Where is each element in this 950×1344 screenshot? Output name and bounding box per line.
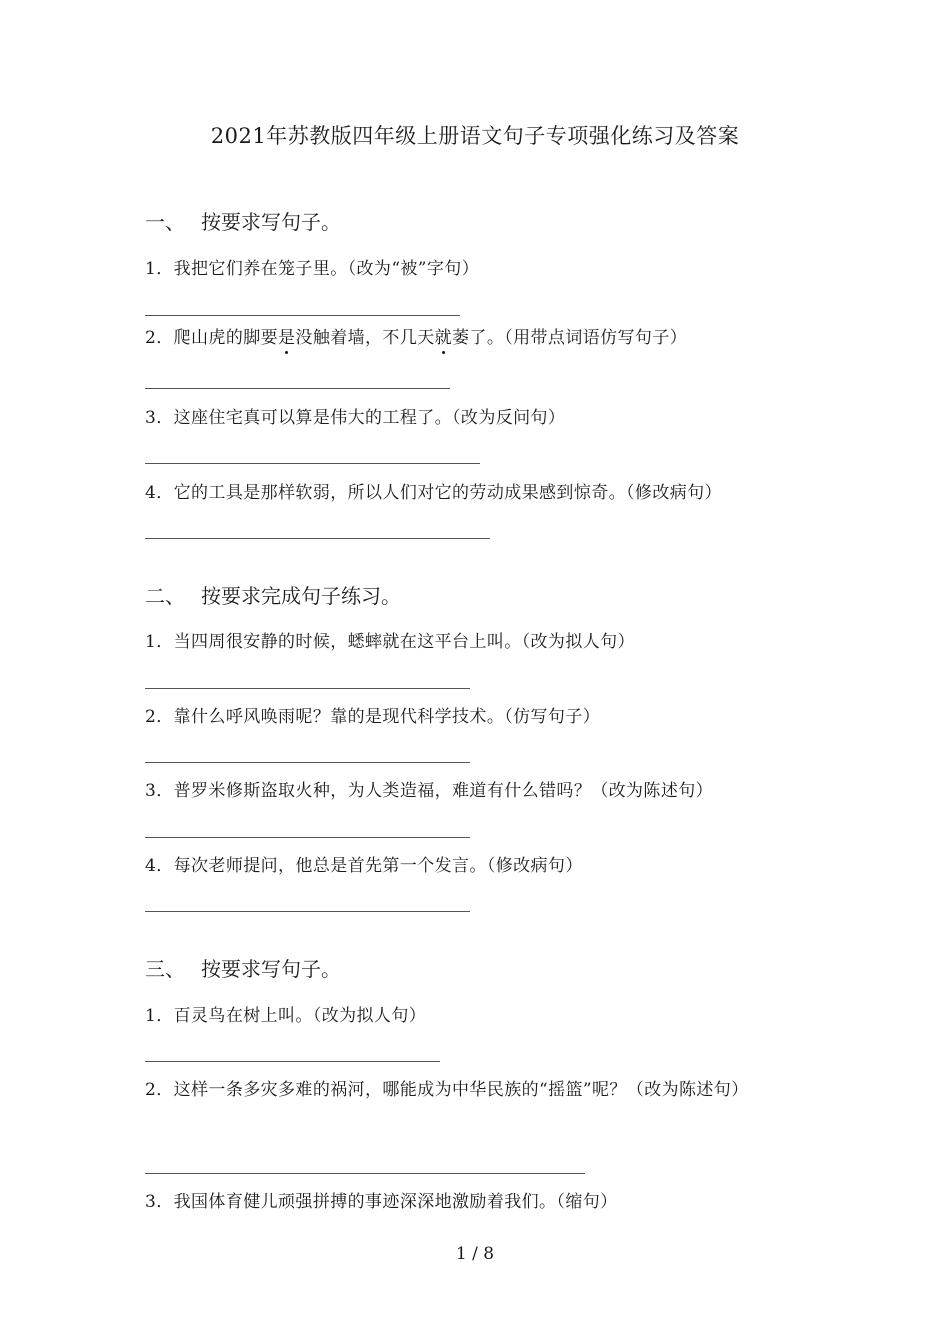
section-title: 按要求写句子。: [201, 210, 341, 234]
answer-line[interactable]: [145, 762, 470, 763]
section-number: 二、: [145, 584, 185, 608]
answer-line[interactable]: [145, 1173, 585, 1174]
question-3-1: 1．百灵鸟在树上叫。（改为拟人句）: [145, 1006, 427, 1026]
answer-line[interactable]: [145, 538, 490, 539]
question-2-1: 1．当四周很安静的时候，蟋蟀就在这平台上叫。（改为拟人句）: [145, 632, 635, 652]
question-3-3: 3．我国体育健儿顽强拼搏的事迹深深地激励着我们。（缩句）: [145, 1192, 618, 1212]
section-title: 按要求写句子。: [201, 957, 341, 981]
question-1-4: 4．它的工具是那样软弱，所以人们对它的劳动成果感到惊奇。（修改病句）: [145, 483, 722, 503]
question-2-2: 2．靠什么呼风唤雨呢？靠的是现代科学技术。（仿写句子）: [145, 707, 601, 727]
answer-line[interactable]: [145, 388, 450, 389]
question-2-4: 4．每次老师提问，他总是首先第一个发言。（修改病句）: [145, 856, 583, 876]
question-1-1: 1．我把它们养在笼子里。（改为“被”字句）: [145, 259, 480, 279]
question-2-3: 3．普罗米修斯盗取火种，为人类造福，难道有什么错吗？（改为陈述句）: [145, 781, 714, 801]
section-number: 三、: [145, 957, 185, 981]
answer-line[interactable]: [145, 463, 480, 464]
answer-line[interactable]: [145, 1061, 440, 1062]
section-title: 按要求完成句子练习。: [201, 584, 401, 608]
section-heading-2: [145, 582, 401, 610]
page-number: 1 / 8: [455, 1244, 495, 1264]
question-1-3: 3．这座住宅真可以算是伟大的工程了。（改为反问句）: [145, 408, 566, 428]
answer-line[interactable]: [145, 837, 470, 838]
question-text: 没触着墙，不几天: [295, 328, 435, 348]
question-text: 萎了。（用带点词语仿写句子）: [452, 328, 688, 348]
question-3-2: 2．这样一条多灾多难的祸河，哪能成为中华民族的“摇篮”呢？（改为陈述句）: [145, 1080, 749, 1100]
answer-line[interactable]: [145, 315, 460, 316]
section-number: 一、: [145, 210, 185, 234]
question-text: 2．爬山虎的脚要: [145, 328, 279, 348]
question-1-2: [145, 320, 687, 356]
section-heading-3: [145, 955, 341, 983]
emphasis-dot-word: 是: [278, 328, 296, 348]
document-title: 2021年苏教版四年级上册语文句子专项强化练习及答案: [210, 124, 740, 148]
section-heading-1: [145, 208, 341, 236]
emphasis-dot-word: 就: [434, 328, 453, 348]
answer-line[interactable]: [145, 688, 470, 689]
answer-line[interactable]: [145, 911, 470, 912]
